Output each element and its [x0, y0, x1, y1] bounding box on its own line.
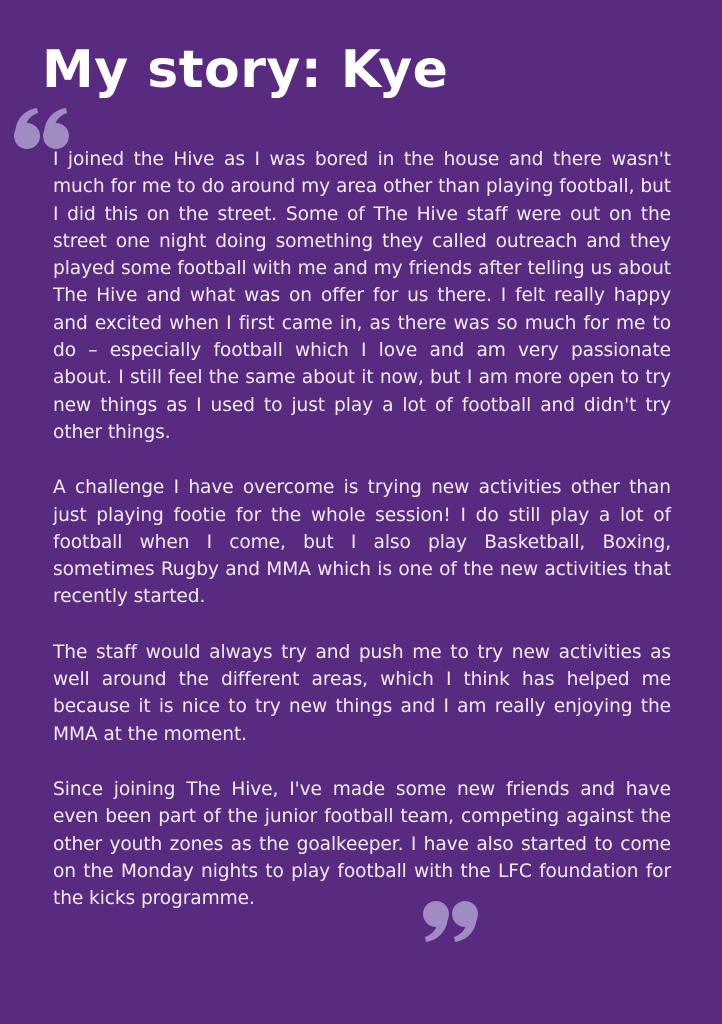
close-quote-icon: [420, 896, 480, 946]
story-paragraph: Since joining The Hive, I've made some new friends and have even been part of the junior football team, competing against the other youth zones as the goalkeeper. I have also started to come on the Monday nights to play football with the LFC foundation for the kicks programme.: [53, 778, 671, 910]
story-paragraph: The staff would always try and push me to try new activities as well around the different areas, which I think has helped me because it is nice to try new things and I am really enjoying the MMA at the moment.: [53, 641, 671, 745]
page-title: My story: Kye: [42, 40, 449, 100]
story-text: [53, 146, 671, 912]
story-paragraph: A challenge I have overcome is trying new activities other than just playing footie for the whole session! I do still play a lot of football when I come, but I also play Basketball, Boxing, sometimes Rugby and MMA which is one of the new activities that recently started.: [53, 477, 671, 608]
story-paragraph: I joined the Hive as I was bored in the house and there wasn't much for me to do around my area other than playing football, but I did this on the street. Some of The Hive staff were out on the street one night doing something they called outreach and they played some football with me and my friends after telling us about The Hive and what was on offer for us there. I felt really happy and excited when I first came in, as there was so much for me to do – especially football which I love and am very passionate about. I still feel the same about it now, but I am more open to try new things as I used to just play a lot of football and didn't try other things.: [53, 149, 671, 443]
